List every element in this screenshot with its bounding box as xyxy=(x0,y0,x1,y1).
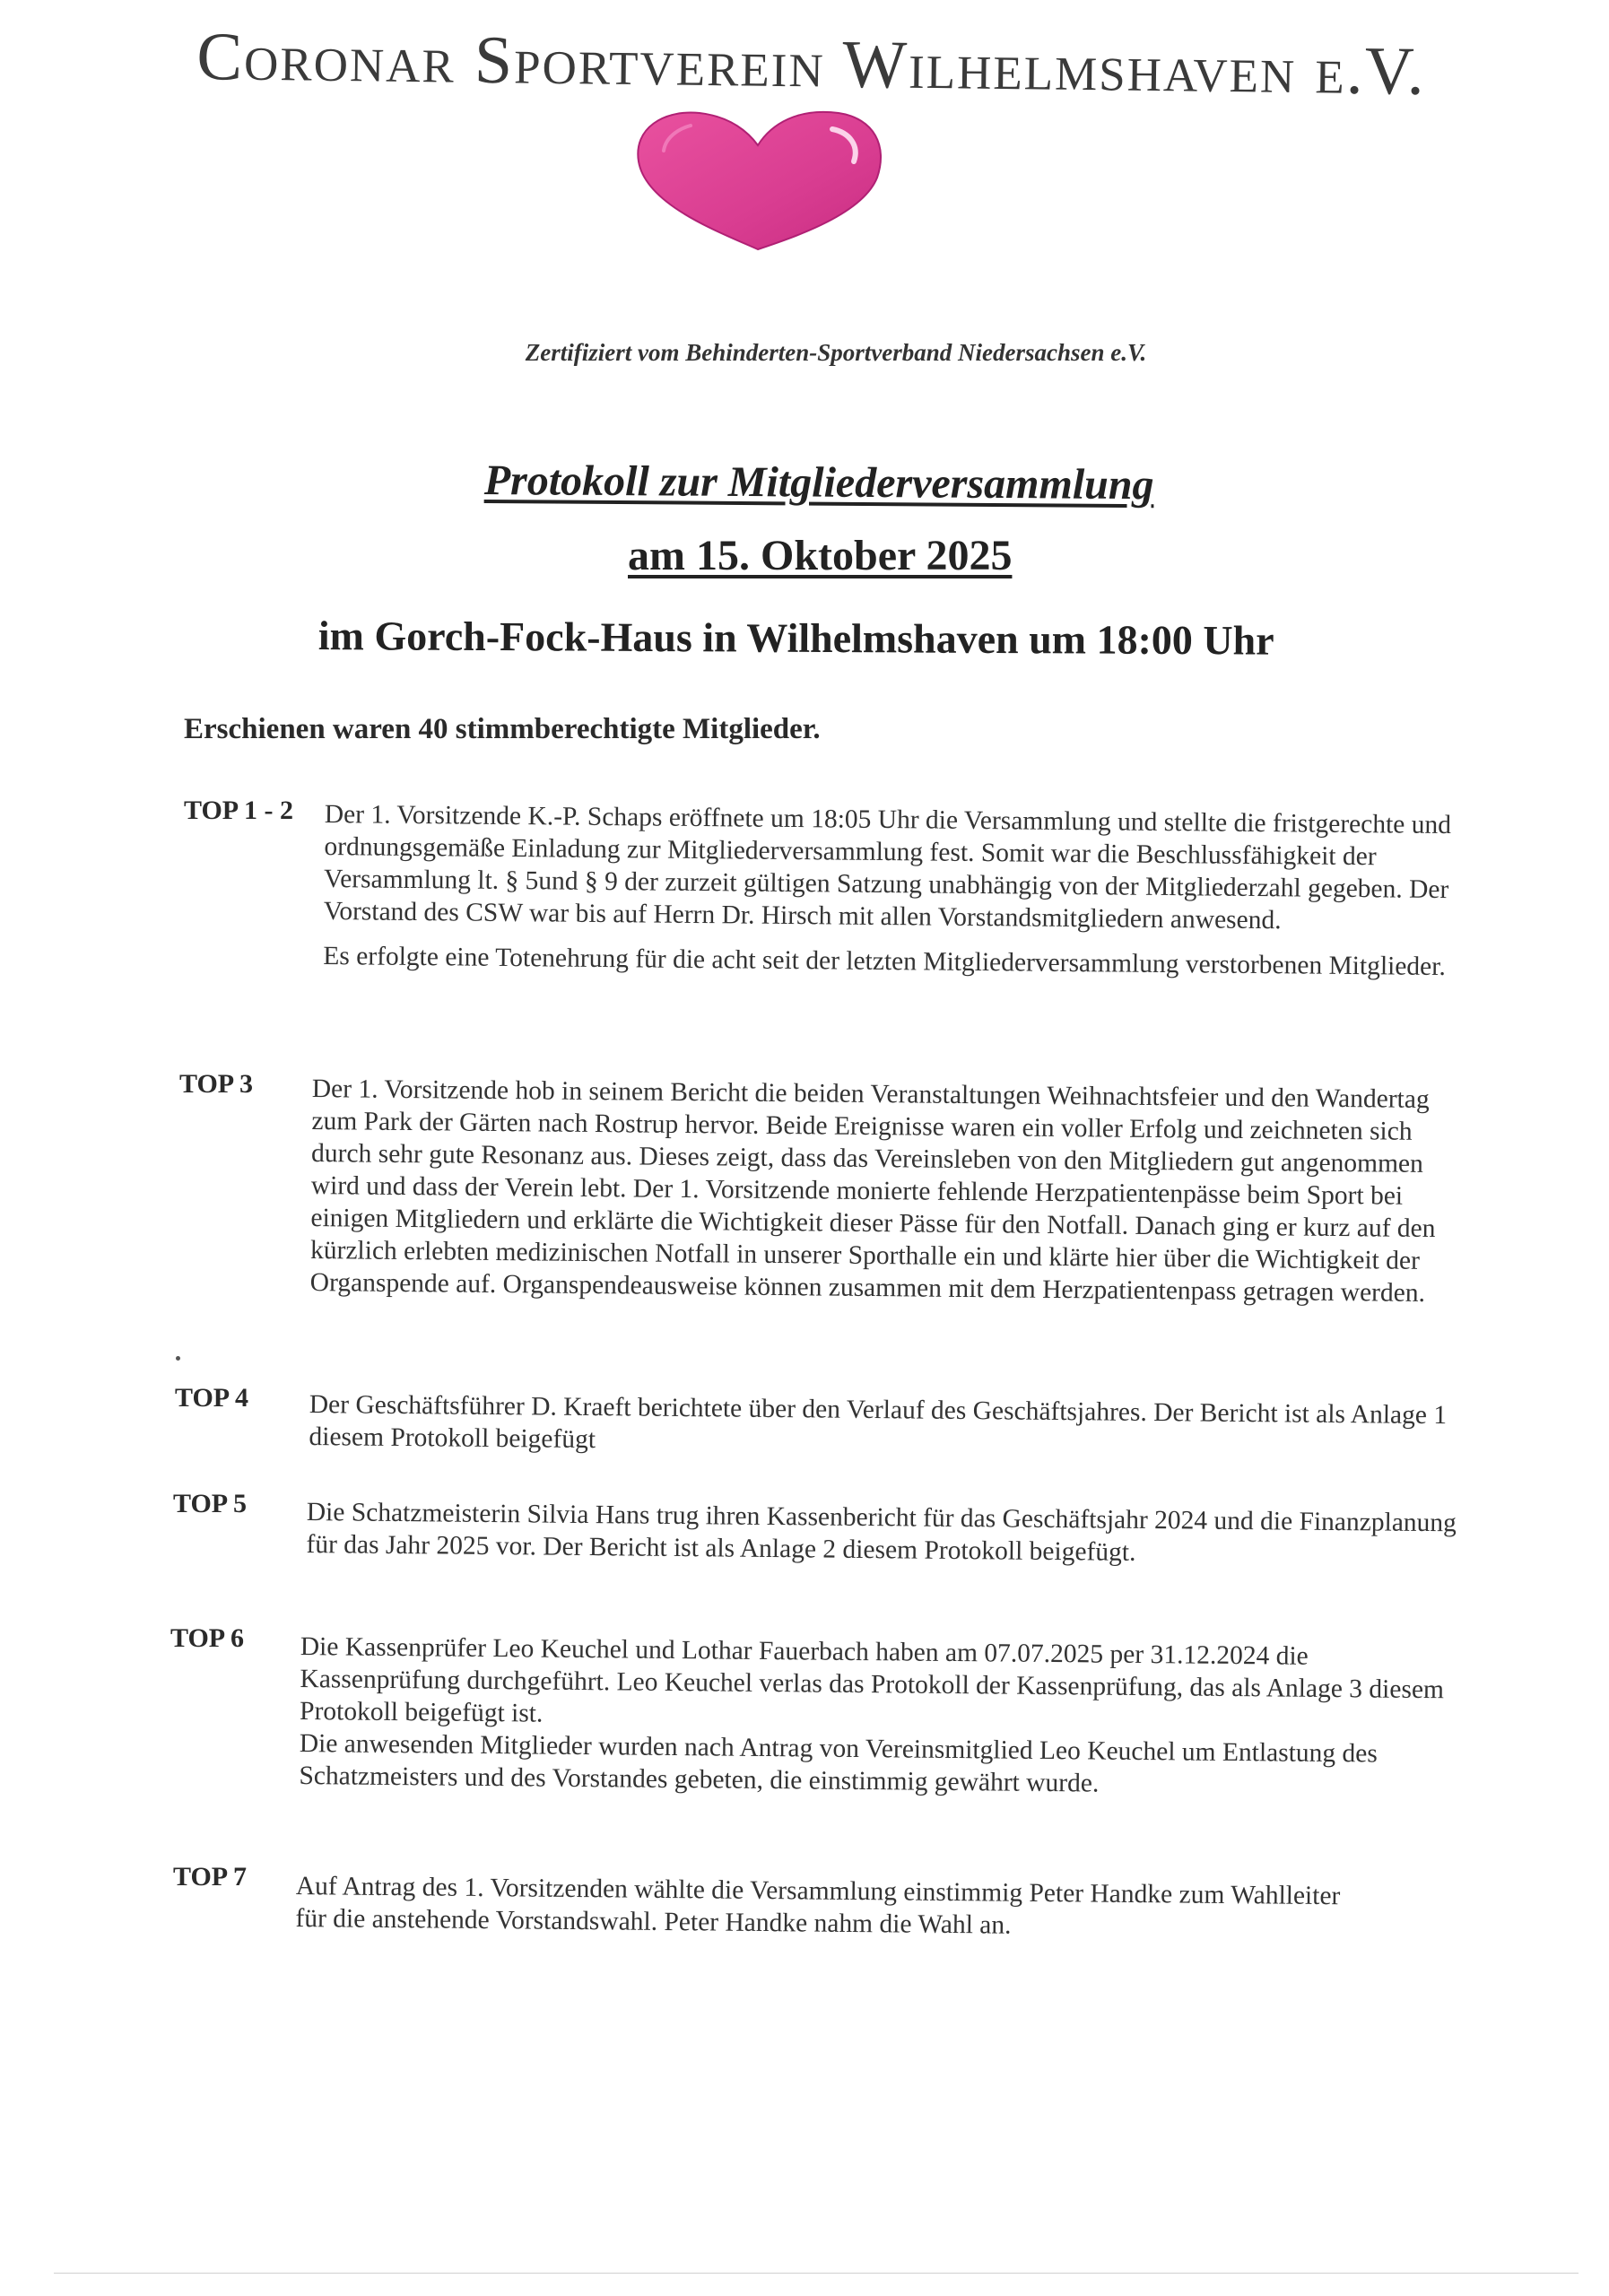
club-name: Coronar Sportverein Wilhelmshaven e.V. xyxy=(196,18,1427,109)
top-paragraph: Die Schatzmeisterin Silvia Hans trug ihren Kassenbericht für das Geschäftsjahr 2024 und die Finanzplanung für das Jahr 2025 vor. Der Bericht ist als Anlage 2 diesem Protokoll beigefügt. xyxy=(306,1497,1457,1567)
meeting-location: im Gorch-Fock-Haus in Wilhelmshaven um 18:00 Uhr xyxy=(317,613,1274,664)
top-paragraph: Auf Antrag des 1. Vorsitzenden wählte die Versammlung einstimmig Peter Handke zum Wahlleiter für die anstehende Vorstandswahl. Peter Handke nahm die Wahl an. xyxy=(295,1872,1341,1940)
top-paragraph: Es erfolgte eine Totenehrung für die acht seit der letzten Mitgliederversammlung verstorbenen Mitglieder. xyxy=(323,941,1446,982)
top-text xyxy=(299,1631,1457,1803)
top-paragraph: Die anwesenden Mitglieder wurden nach Antrag von Vereinsmitglied Leo Keuchel um Entlastung des Schatzmeisters und des Vorstandes gebeten, die einstimmig gewährt wurde. xyxy=(299,1728,1378,1798)
top-text xyxy=(306,1496,1459,1571)
scan-edge xyxy=(54,2273,1579,2274)
attendance-note: Erschienen waren 40 stimmberechtigte Mitglieder. xyxy=(184,713,821,745)
top-text xyxy=(310,1073,1469,1309)
scan-artifact xyxy=(176,1356,180,1361)
top-label: TOP 7 xyxy=(173,1862,247,1892)
top-label: TOP 4 xyxy=(175,1383,248,1413)
document-title: Protokoll zur Mitgliederversammlung xyxy=(483,456,1154,509)
top-paragraph: Die Kassenprüfer Leo Keuchel und Lothar Fauerbach haben am 07.07.2025 per 31.12.2024 die Kassenprüfung durchgeführt. Leo Keuchel verlas das Protokoll der Kassenprüfung, das als Anlage 3 diesem Protokoll beigefügt ist. xyxy=(299,1631,1445,1728)
top-text xyxy=(323,798,1462,983)
top-text xyxy=(309,1388,1453,1464)
meeting-date: am 15. Oktober 2025 xyxy=(628,532,1013,579)
top-paragraph: Der Geschäftsführer D. Kraeft berichtete über den Verlauf des Geschäftsjahres. Der Bericht ist als Anlage 1 diesem Protokoll beigefügt xyxy=(309,1389,1448,1455)
top-paragraph: Der 1. Vorsitzende hob in seinem Bericht die beiden Veranstaltungen Weihnachtsfeier und den Wandertag zum Park der Gärten nach Rostrup hervor. Beide Ereignisse waren ein voller Erfolg und zeichneten sich durch sehr gute Resonanz aus. Dieses zeigt, dass das Vereinsleben von den Mitgliedern gut angenommen wird und dass der Verein lebt. Der 1. Vorsitzende monierte fehlende Herzpatientenpässe beim Sport bei einigen Mitgliedern und erklärte die Wichtigkeit dieser Pässe für den Notfall. Danach ging er kurz auf den kürzlich erlebten medizinischen Notfall in unserer Sporthalle ein und klärte hier über die Wichtigkeit der Organspende auf. Organspendeausweise können zusammen mit dem Herzpatientenpass getragen werden. xyxy=(309,1074,1436,1308)
top-label: TOP 6 xyxy=(170,1623,244,1653)
heart-logo xyxy=(628,106,888,254)
top-label: TOP 1 - 2 xyxy=(184,796,293,825)
top-label: TOP 5 xyxy=(173,1489,247,1518)
top-label: TOP 3 xyxy=(179,1069,253,1099)
top-text xyxy=(295,1870,1377,1945)
top-paragraph: Der 1. Vorsitzende K.-P. Schaps eröffnete um 18:05 Uhr die Versammlung und stellte die fristgerechte und ordnungsgemäße Einladung zur Mitgliederversammlung fest. Somit war die Beschlussfähigkeit der Versammlung lt. § 5und § 9 der zurzeit gültigen Satzung unabhängig von der Mitgliederzahl gegeben. Der Vorstand des CSW war bis auf Herrn Dr. Hirsch mit allen Vorstandsmitgliedern anwesend. xyxy=(323,799,1452,935)
certification-note: Zertifiziert vom Behinderten-Sportverband Niedersachsen e.V. xyxy=(525,339,1147,366)
